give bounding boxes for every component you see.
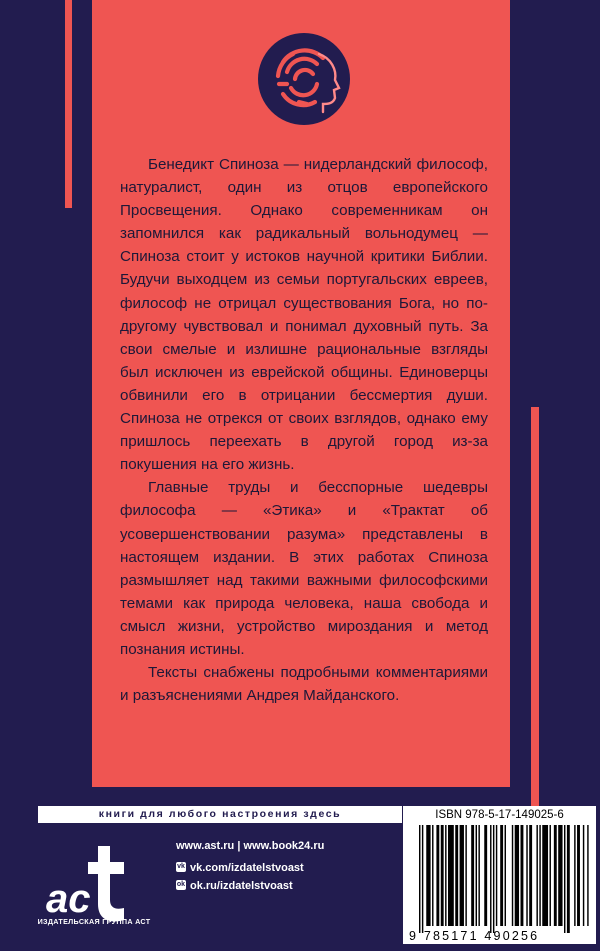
barcode-bar — [515, 825, 519, 926]
description-paragraph: Тексты снабжены подробными комментариями и разъяснениями Андрея Майданского. — [120, 664, 488, 705]
barcode-bar — [493, 825, 494, 933]
decorative-stripe-right — [531, 407, 539, 827]
publisher-name: ИЗДАТЕЛЬСКАЯ ГРУППА АСТ — [37, 917, 151, 926]
barcode-bar — [587, 825, 588, 926]
barcode-bar — [445, 825, 446, 926]
ok-link[interactable] — [176, 880, 293, 892]
barcode-bar — [512, 825, 513, 926]
barcode-bar — [500, 825, 503, 926]
barcode-bar — [574, 825, 575, 926]
barcode-bar — [539, 825, 540, 926]
barcode-bar — [436, 825, 439, 926]
tagline: книги для любого настроения здесь — [38, 806, 402, 823]
barcode-bar — [448, 825, 454, 926]
description-text — [120, 153, 488, 707]
decorative-stripe-left — [65, 0, 72, 208]
barcode-bar — [529, 825, 532, 926]
svg-text:ac: ac — [46, 877, 91, 921]
barcode-bar — [490, 825, 491, 933]
vk-link[interactable] — [176, 862, 304, 874]
barcode-bar — [432, 825, 433, 926]
barcode-bar — [554, 825, 557, 926]
barcode-bar — [478, 825, 479, 926]
barcode-bar — [542, 825, 548, 926]
barcode-bar — [422, 825, 423, 933]
isbn-text: ISBN 978-5-17-149025-6 — [435, 809, 564, 821]
description-paragraph: Главные труды и бесспорные шедевры философа — «Этика» и «Трактат об усовершенствовании разума» представлены в настоящем издании. В этих работах Спиноза размышляет над такими важными философскими темами как природа человека, наша свобода и смысл жизни, устройство мироздания и метод познания истины. — [120, 479, 488, 658]
barcode-bar — [558, 825, 562, 926]
barcode-bar — [419, 825, 420, 933]
barcode-bar — [484, 825, 487, 926]
maze-head-icon — [257, 32, 351, 126]
barcode-bar — [577, 825, 580, 926]
websites-link[interactable]: www.ast.ru | www.book24.ru — [176, 840, 325, 852]
barcode-bar — [505, 825, 506, 926]
barcode-bar — [550, 825, 551, 926]
barcode-bar — [441, 825, 444, 926]
barcode-bar — [496, 825, 497, 926]
barcode-bar — [460, 825, 464, 926]
description-paragraph: Бенедикт Спиноза — нидерландский философ, натуралист, один из отцов европейского Просвещения. Однако современникам он запомнился как радикальный вольнодумец — Спиноза стоит у истоков научной критики Библии. Будучи выходцем из семьи португальских евреев, философ не отрицал существования Бога, но по-другому чувствовал и понимал духовный путь. За свои смелые и излишне рациональные взгляды был исключен из еврейской общины. Единоверцы обвинили его в отрицании бессмертия души. Спиноза не отрекся от своих взглядов, однако ему пришлось переехать в другой город из-за покушения на его жизнь. — [120, 156, 488, 474]
barcode-bar — [564, 825, 565, 933]
vk-icon: vk — [177, 863, 185, 870]
barcode-bar — [465, 825, 466, 926]
barcode-bar — [526, 825, 527, 926]
barcode-bar — [455, 825, 458, 926]
barcode-bar — [521, 825, 524, 926]
barcode-bar — [426, 825, 430, 926]
barcode-bar — [536, 825, 537, 926]
barcode-digits: 9 785171 490256 — [409, 929, 540, 943]
vk-link-text: vk.com/izdatelstvoast — [190, 862, 304, 874]
barcode-bar — [476, 825, 477, 926]
barcode-bar — [567, 825, 570, 933]
barcode-bar — [471, 825, 474, 926]
barcode-bars — [403, 806, 596, 944]
barcode-bar — [583, 825, 584, 926]
ok-icon: ok — [176, 881, 186, 888]
barcode-box — [403, 806, 596, 944]
ok-link-text: ok.ru/izdatelstvoast — [190, 880, 293, 892]
